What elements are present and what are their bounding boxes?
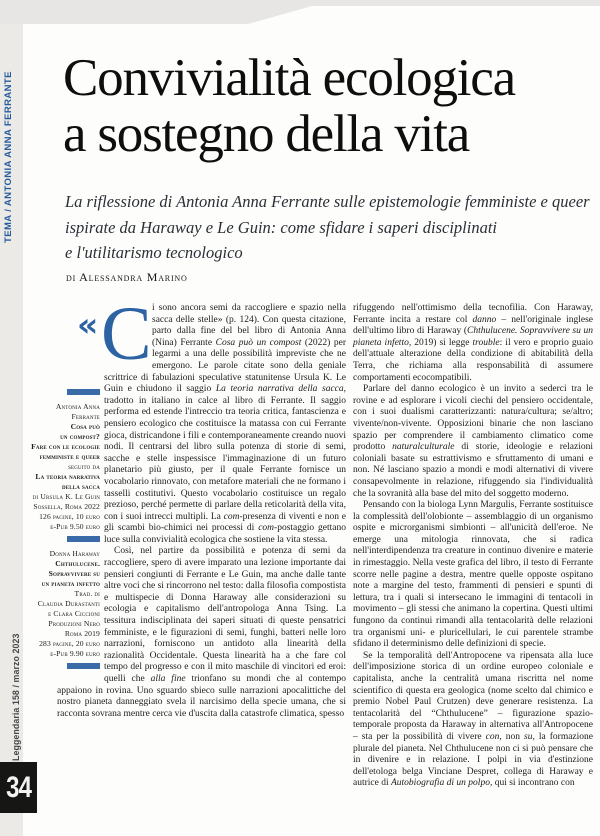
dropcap-letter: C (101, 292, 152, 376)
book-credit-line: seguito da (68, 462, 100, 471)
standfirst (65, 189, 593, 266)
paragraph-text: i sono ancora semi da raccogliere e spazio nella sacca delle stelle» (p. 124). Con questa citazione, parto dalla fine del bel libro di Antonia Anna (Nina) Ferrante Cosa può un compost (2022) per legarmi a una delle possibilità impreviste che ne emergono. Le parole citate sono della geniale scrittrice di fabulazioni speculative statunitense Ursula K. Le Guin e chiudono il saggio La teoria narrativa della sacca, tradotto in italiano in calce al libro di Ferrante. Il saggio performa ed estende l'intreccio tra teoria critica, fantascienza e pensiero ecologico che costituisce la matassa con cui Ferrante gioca, districandone i fili e contemporaneamente creando nuovi nodi. Il centrarsi del libro sulla potenza di storie di semi, sacche e stelle inspessisce l'immaginazione di un futuro planetario più giusto, per il quale Ferrante fornisce un vocabolario rinnovato, con metafore materiali che ne formano i tasselli costitutivi. Questo vocabolario costituisce un regalo prezioso, perché permette di parlare della reticolarità della vita, con i suoi intrecci multipli. La com-presenza di viventi e non e gli scambi bio-chimici nei processi di com-postaggio gettano luce sulla convivialità ecologica che sostiene la vita stessa. (104, 303, 347, 545)
book-credit-line: Roma 2019 (64, 629, 100, 638)
book-credit-line: Antonia Anna (55, 402, 100, 411)
page-title-line1: Convivialità ecologica (63, 49, 515, 107)
standfirst-line: e l'utilitarismo tecnologico (65, 243, 243, 262)
theme-vertical-label: TEMA / ANTONIA ANNA FERRANTE (3, 71, 14, 243)
paragraph: Se la temporalità dell'Antropocene va ripensata alla luce dell'imposizione storica di un ordine europeo coloniale e capitalista, anche la centralità umana riscritta nel nome scientifico di questa era geologica (nome scelto dal chimico e premio Nobel Paul Crutzen) deve generare resistenza. La tentacolarità del “Chthulucene” – figurazione spazio-temporale proposta da Haraway in alternativa all'Antropocene – sta per la possibilità di vivere con, non su, la formazione plurale del pianeta. Nel Chthulucene non ci si può pensare che in divenire e in relazione. I polpi in via d'estinzione dell'etologa belga Vinciane Despret, collega di Haraway e autrice di Autobiografia di un polpo, qui si incontrano con (353, 650, 593, 789)
book-credit-line: e-Pub 9.50 euro (50, 522, 100, 531)
book-credit-line: e Clara Ciccioni (48, 609, 100, 618)
book-credit-line: di Ursula K. Le Guin (32, 492, 100, 501)
book-credit-line: Produzioni Nero (48, 619, 100, 628)
paragraph: Così, nel partire da possibilità e potenza di semi da raccogliere, spero di avere imparato una lezione importante dai pensieri congiunti di Ferrante e Le Guin, ma anche dalle tante altre voci che si rincorrono nel testo: dalla filosofia compostista e multispecie di Donna Haraway alle considerazioni su ecologia e capitalismo dell'antropologa Anna Tsing. La tessitura indisciplinata dei saperi situati di queste pensatrici femministe, e le figurazioni di semi, funghi, batteri nelle loro narrazioni, forniscono un antidoto alla linearità della razionalità Occidentale. Questa linearità ha a che fare col tempo del progresso e con il mito maschile di vincitori ed eroi: quelli che alla fine trionfano su mondi che al contempo appaiono in rovina. Uno sguardo sbieco sulle narrazioni apocalittiche del nostro pianeta danneggiato svela il narcisimo della specie umana, che si racconta sovrana mentre cerca vie d'uscita dalla catastrofe climatica, spesso (57, 546, 346, 719)
article-column-left (57, 292, 347, 720)
book-credit-line: Cosa può (70, 422, 100, 431)
book-credit-line: Donna Haraway (49, 549, 100, 558)
book-credit-line: e-Pub 9.90 euro (50, 649, 100, 658)
paragraph: Parlare del danno ecologico è un invito a sederci tra le rovine e ad esplorare i vicoli ciechi del pensiero occidentale, con i suoi dualismi caratterizzanti: natura/cultura; se/altro; vivente/non-vivente. Opposizioni binarie che non lasciano spazio per comprendere il cambiamento climatico come prodotto naturalculturale di storie, ideologie e relazioni coloniali basate su estrattivismo e sfruttamento di umani e non. Né lasciano spazio a mondi e modi alternativi di vivere consapevolmente in relazione, rifuggendo sia l'individualità che la sovranità alla base del mito del soggetto moderno. (353, 384, 593, 499)
opening-guillemet: « (77, 305, 99, 344)
book-credit-line: 283 pagine, 20 euro (39, 639, 100, 648)
book-credit-line: Trad. di (74, 589, 100, 598)
book-credit-line: Sossella, Roma 2022 (33, 502, 100, 511)
book-credit-line: femministe e queer (39, 452, 100, 461)
page-title (63, 50, 595, 162)
dropcap-block (57, 292, 152, 376)
book-credit-line: Sopravvivere su (48, 569, 100, 578)
book-credit-line: Chthulucene. (55, 559, 100, 568)
book-credit-line: Claudia Durastanti (37, 599, 100, 608)
standfirst-line: ispirate da Haraway e Le Guin: come sfidare i saperi disciplinati (65, 217, 498, 237)
book-credit-line: Fare con le ecologie (31, 442, 100, 451)
paragraph: Pensando con la biologa Lynn Margulis, Ferrante sostituisce la complessità dell'olobionte – assemblaggio di un organismo ospite e microrganismi simbionti – all'unicità dell'eroe. Ne emerge una mitologia rinnovata, che si radica nell'interdipendenza tra creature in continuo divenire e materie in rimestaggio. Nella veste grafica del libro, il testo di Ferrante scorre nelle pagine a destra, mentre quelle opposte ospitano note a margine del testo, frammenti di pensieri e spunti di lettura, tra i quali si intersecano le immagini di tentacoli in movimento – gli stessi che animano la copertina. Questi ultimi fungono da continui rimandi alla tentacolarità delle relazioni tra organismi uni- e pluricellulari, le cui parentele strambe sfidano il determinismo delle definizioni di specie. (353, 500, 593, 650)
article-column-right (353, 303, 593, 790)
standfirst-line: La riflessione di Antonia Anna Ferrante sulle epistemologie femministe e queer (65, 192, 590, 211)
sidebar-text-wrap-spacer (57, 384, 104, 685)
book-credit-line: Ferrante (71, 412, 100, 421)
page-number-box (0, 762, 37, 813)
book-credit-line: La teoria narrativa (35, 472, 100, 481)
book-credit-line: della sacca (62, 482, 100, 491)
page-top-scan-band (0, 0, 600, 26)
issue-vertical-label: Leggendaria 158 / marzo 2023 (11, 633, 21, 761)
page-number: 34 (5, 770, 32, 804)
paragraph (57, 292, 347, 546)
page-title-line2: a sostegno della vita (63, 105, 470, 163)
byline: di Alessandra Marino (66, 270, 188, 284)
book-credit-line: un compost? (60, 432, 100, 441)
book-credit-line: 126 pagine, 10 euro (39, 512, 100, 521)
book-credit-line: un pianeta infetto (41, 579, 100, 588)
paragraph: rifuggendo nell'ottimismo della tecnofilia. Con Haraway, Ferrante incita a restare col danno – nell'originale inglese dell'ultimo libro di Haraway (Chthulucene. Sopravvivere su un pianeta infetto, 2019) si legge trouble: il vero e proprio guaio dell'attuale alterazione della condizione di abitabilità della Terra, che richiama alla responsabilità di assumere comportamenti ecocompatibili. (353, 303, 593, 383)
